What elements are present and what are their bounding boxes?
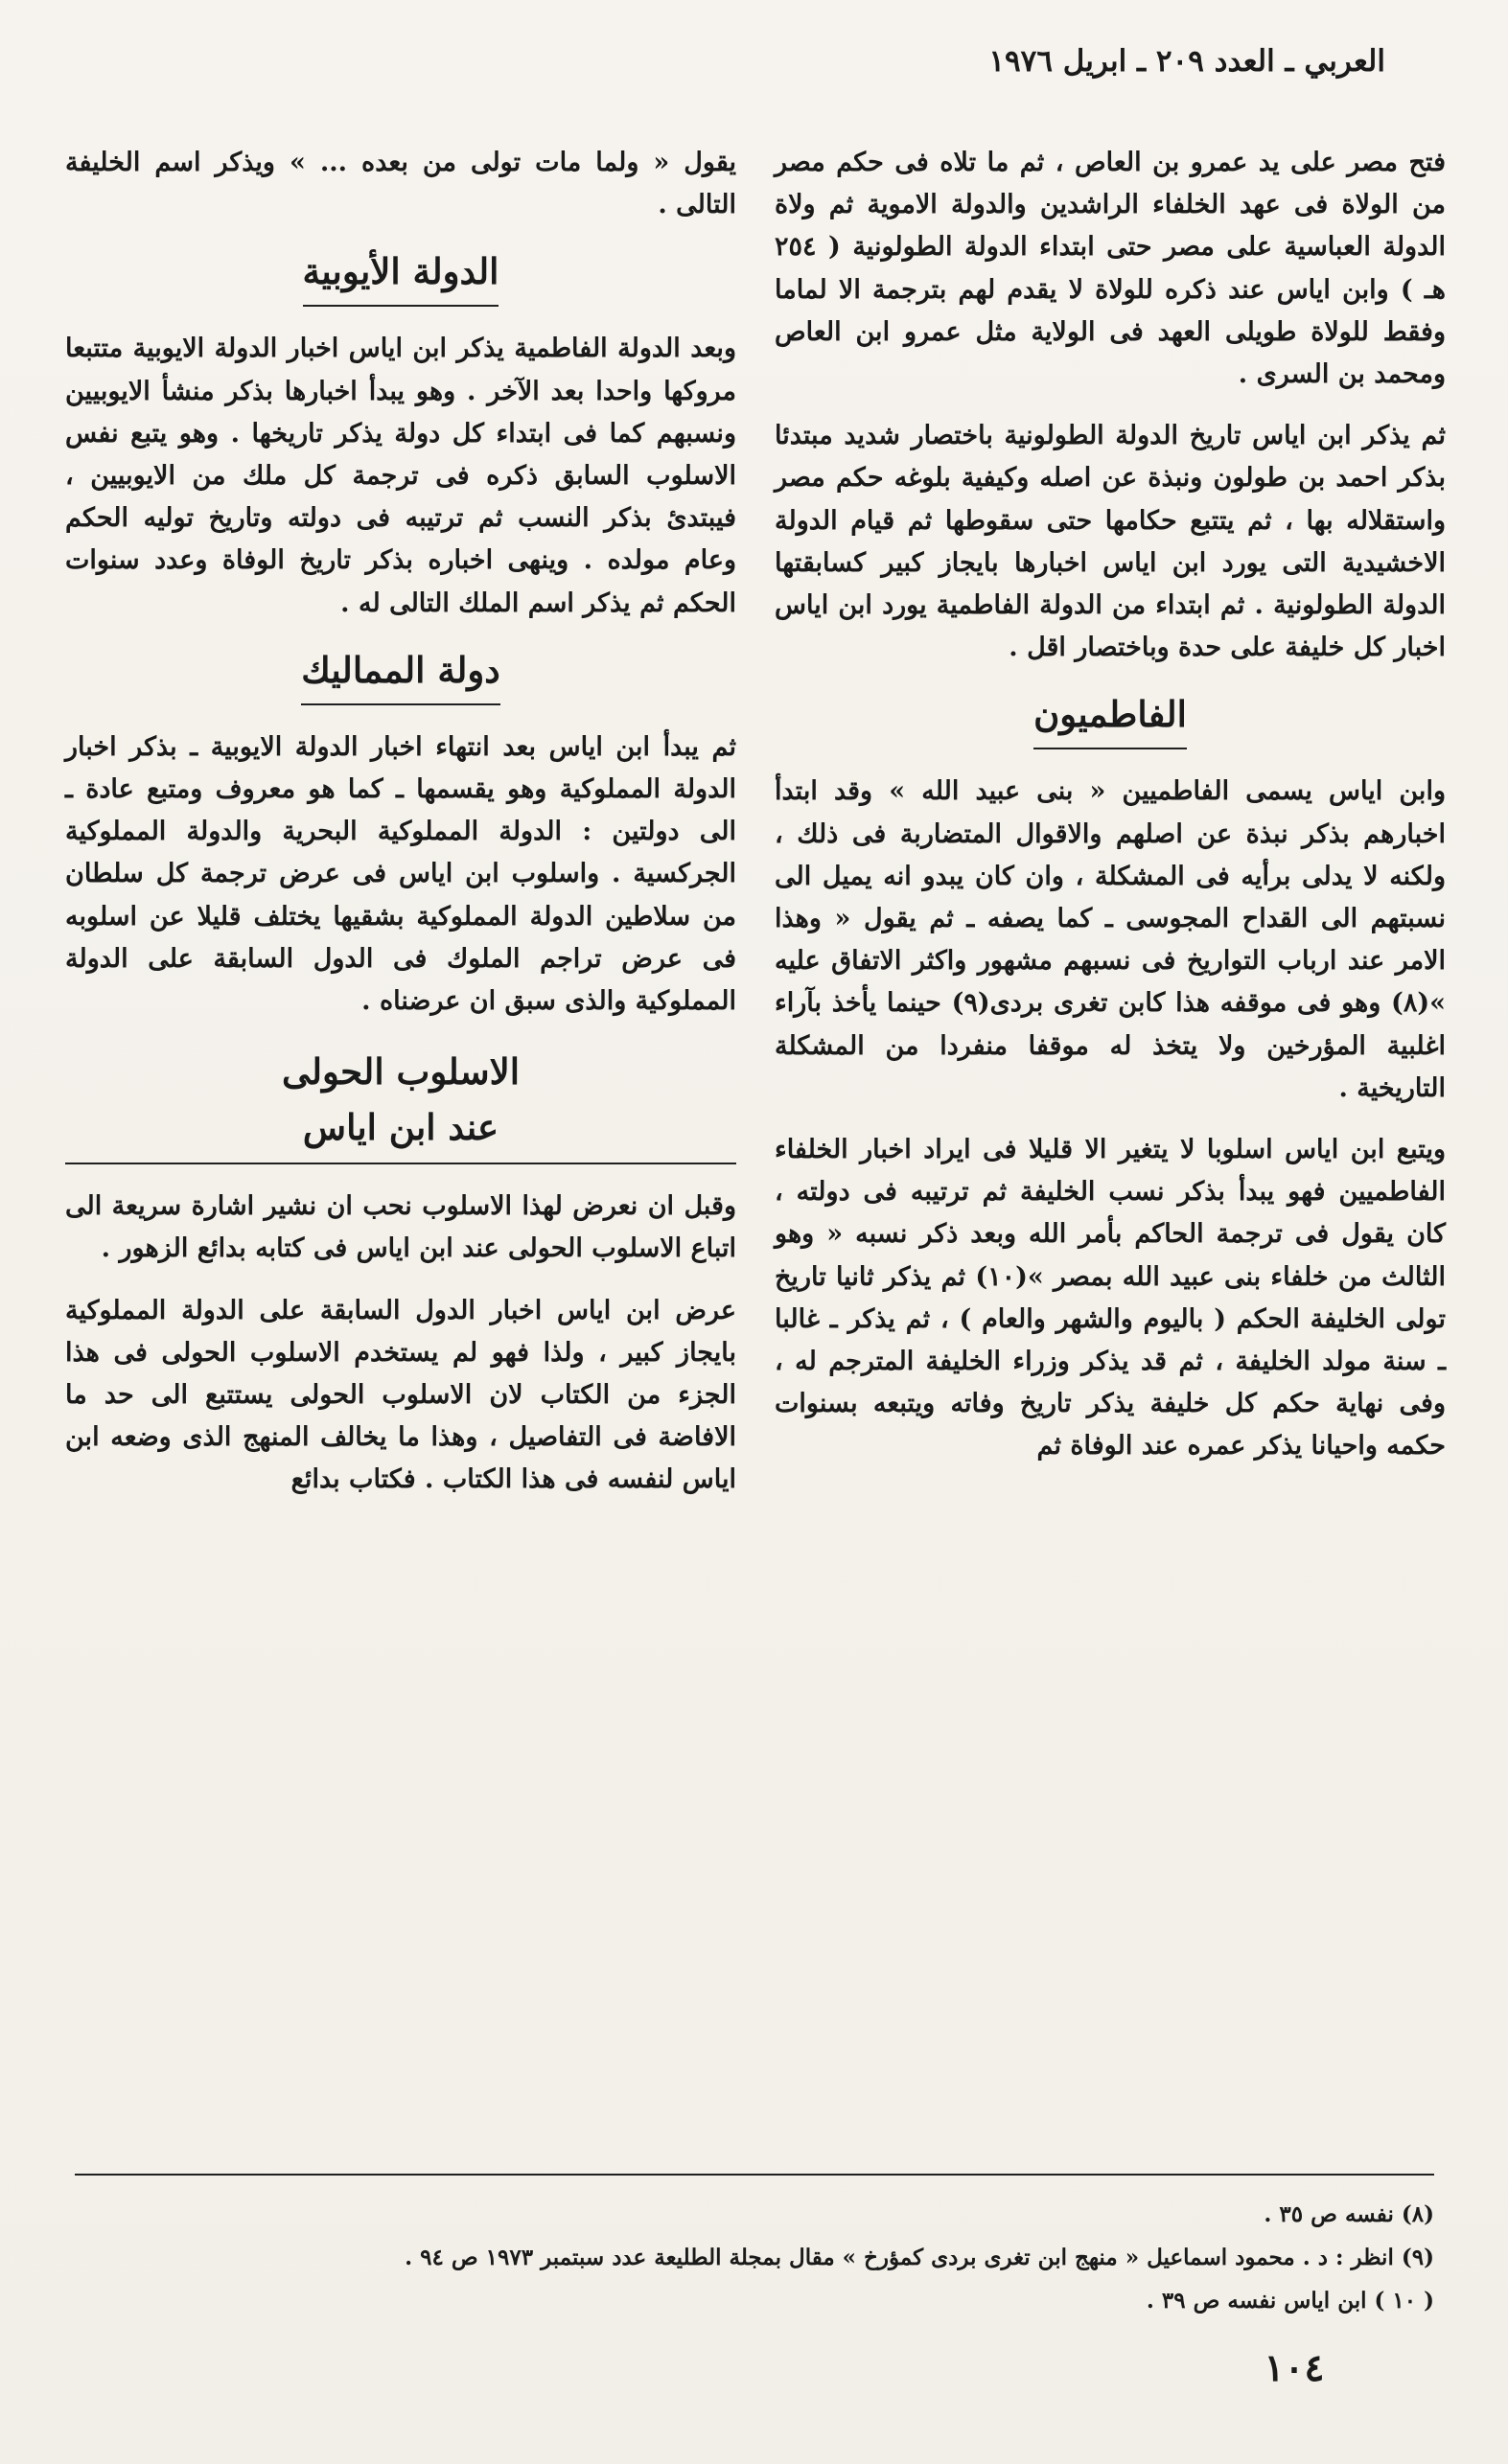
footnotes-block [75, 2197, 1434, 2326]
page-number: ١٠٤ [1264, 2346, 1325, 2390]
footnote-10: ( ١٠ ) ابن اياس نفسه ص ٣٩ . [1146, 2288, 1434, 2314]
footnote-divider [75, 2174, 1434, 2176]
footnote-9: (٩) انظر : د . محمود اسماعيل « منهج ابن تغرى بردى كمؤرخ » مقال بمجلة الطليعة عدد سبتمبر ١٩٧٣ ص ٩٤ . [405, 2245, 1434, 2270]
left-paragraph-4: وقبل ان نعرض لهذا الاسلوب نحب ان نشير اشارة سريعة الى اتباع الاسلوب الحولى عند ابن اياس فى كتابه بدائع الزهور . [65, 1191, 736, 1264]
left-paragraph-1: يقول « ولما مات تولى من بعده ... » ويذكر اسم الخليفة التالى . [65, 148, 736, 220]
right-paragraph-3: وابن اياس يسمى الفاطميين « بنى عبيد الله » وقد ابتدأ اخبارهم بذكر نبذة عن اصلهم والاقوال المتضاربة فى ذلك ، ولكنه لا يدلى برأيه فى المشكلة ، وان كان يبدو انه يميل الى نسبتهم الى القداح المجوسى ـ كما يصفه ـ ثم يقول « وهذا الامر عند ارباب التواريخ فى نسبهم مشهور واكثر الاتفاق عليه »(٨) وهو فى موقفه هذا كابن تغرى بردى(٩) حينما يأخذ بآراء اغلبية المؤرخين ولا يتخذ له موقفا منفردا من المشكلة التاريخية . [775, 776, 1446, 1103]
running-header: العربي ـ العدد ٢٠٩ ـ ابريل ١٩٧٦ [988, 44, 1385, 79]
annals-heading-line-2: عند ابن اياس [65, 1099, 736, 1164]
right-paragraph-2: ثم يذكر ابن اياس تاريخ الدولة الطولونية باختصار شديد مبتدئا بذكر احمد بن طولون ونبذة عن اصله وكيفية بلوغه حكم مصر واستقلاله بها ، ثم يتتبع حكامها حتى سقوطها ثم قيام الدولة الاخشيدية التى يورد ابن اياس اخبارها بايجاز كبير كسابقتها الدولة الطولونية . ثم ابتداء من الدولة الفاطمية يورد ابن اياس اخبار كل خليفة على حدة وباختصار اقل . [775, 421, 1446, 663]
annals-heading-line-1: الاسلوب الحولى [281, 1050, 521, 1094]
left-paragraph-5: عرض ابن اياس اخبار الدول السابقة على الدولة المملوكية بايجاز كبير ، ولذا فهو لم يستخدم الاسلوب الحولى فى هذا الجزء من الكتاب لان الاسلوب الحولى يستتبع الى حد ما الافاضة فى التفاصيل ، وهذا ما يخالف المنهج الذى وضعه ابن اياس لنفسه فى هذا الكتاب . فكتاب بدائع [65, 1295, 736, 1495]
ayyubid-heading-text: الدولة الأيوبية [303, 245, 499, 307]
right-paragraph-4: ويتبع ابن اياس اسلوبا لا يتغير الا قليلا فى ايراد اخبار الخلفاء الفاطميين فهو يبدأ بذكر نسب الخليفة ثم ترتيبه فى دولته ، كان يقول فى ترجمة الحاكم بأمر الله وبعد ذكر نسبه « وهو الثالث من خلفاء بنى عبيد الله بمصر »(١٠) ثم يذكر ثانيا تاريخ تولى الخليفة الحكم ( باليوم والشهر والعام ) ، ثم يذكر ـ غالبا ـ سنة مولد الخليفة ، ثم قد يذكر وزراء الخليفة المترجم له ، وفى نهاية حكم كل خليفة يذكر تاريخ وفاته ويتبعه بسنوات حكمه واحيانا يذكر عمره عند الوفاة ثم [775, 1135, 1446, 1462]
right-paragraph-1: فتح مصر على يد عمرو بن العاص ، ثم ما تلاه فى حكم مصر من الولاة فى عهد الخلفاء الراشدين والدولة الاموية ثم ولاة الدولة العباسية على مصر حتى ابتداء الدولة الطولونية ( ٢٥٤ هـ ) وابن اياس عند ذكره للولاة لا يقدم لهم بترجمة الا لماما وفقط للولاة طويلى العهد فى الولاية مثل عمرو ابن العاص ومحمد بن السرى . [775, 148, 1446, 390]
mamluk-heading-text: دولة المماليك [301, 644, 500, 705]
left-paragraph-2: وبعد الدولة الفاطمية يذكر ابن اياس اخبار الدولة الايوبية متتبعا مروكها واحدا بعد الآخر . وهو يبدأ اخبارها بذكر منشأ الايوبيين ونسبهم كما فى ابتداء كل دولة يذكر تاريخها . وهو يتبع نفس الاسلوب السابق ذكره فى ترجمة كل ملك من الايوبيين ، فيبتدئ بذكر النسب ثم ترتيبه فى دولته وتاريخ توليه الحكم وعام مولده . وينهى اخباره بذكر تاريخ الوفاة وعدد سنوات الحكم ثم يذكر اسم الملك التالى له . [65, 334, 736, 618]
right-column [775, 142, 1446, 1487]
section-heading-fatimids [775, 688, 1446, 749]
section-heading-annals [65, 1044, 736, 1164]
fatimids-heading-text: الفاطميون [1033, 688, 1187, 749]
left-paragraph-3: ثم يبدأ ابن اياس بعد انتهاء اخبار الدولة الايوبية ـ بذكر اخبار الدولة المملوكية وهو يقسمها ـ كما هو معروف ومتبع عادة ـ الى دولتين : الدولة المملوكية البحرية والدولة المملوكية الجركسية . واسلوب ابن اياس فى عرض ترجمة كل سلطان من سلاطين الدولة المملوكية بشقيها يختلف قليلا عن اسلوبه فى عرض تراجم الملوك فى الدول السابقة على الدولة المملوكية والذى سبق ان عرضناه . [65, 731, 736, 1017]
footnote-8: (٨) نفسه ص ٣٥ . [1264, 2201, 1434, 2227]
section-heading-ayyubid [65, 245, 736, 307]
section-heading-mamluk [65, 644, 736, 705]
left-column [65, 142, 736, 1521]
